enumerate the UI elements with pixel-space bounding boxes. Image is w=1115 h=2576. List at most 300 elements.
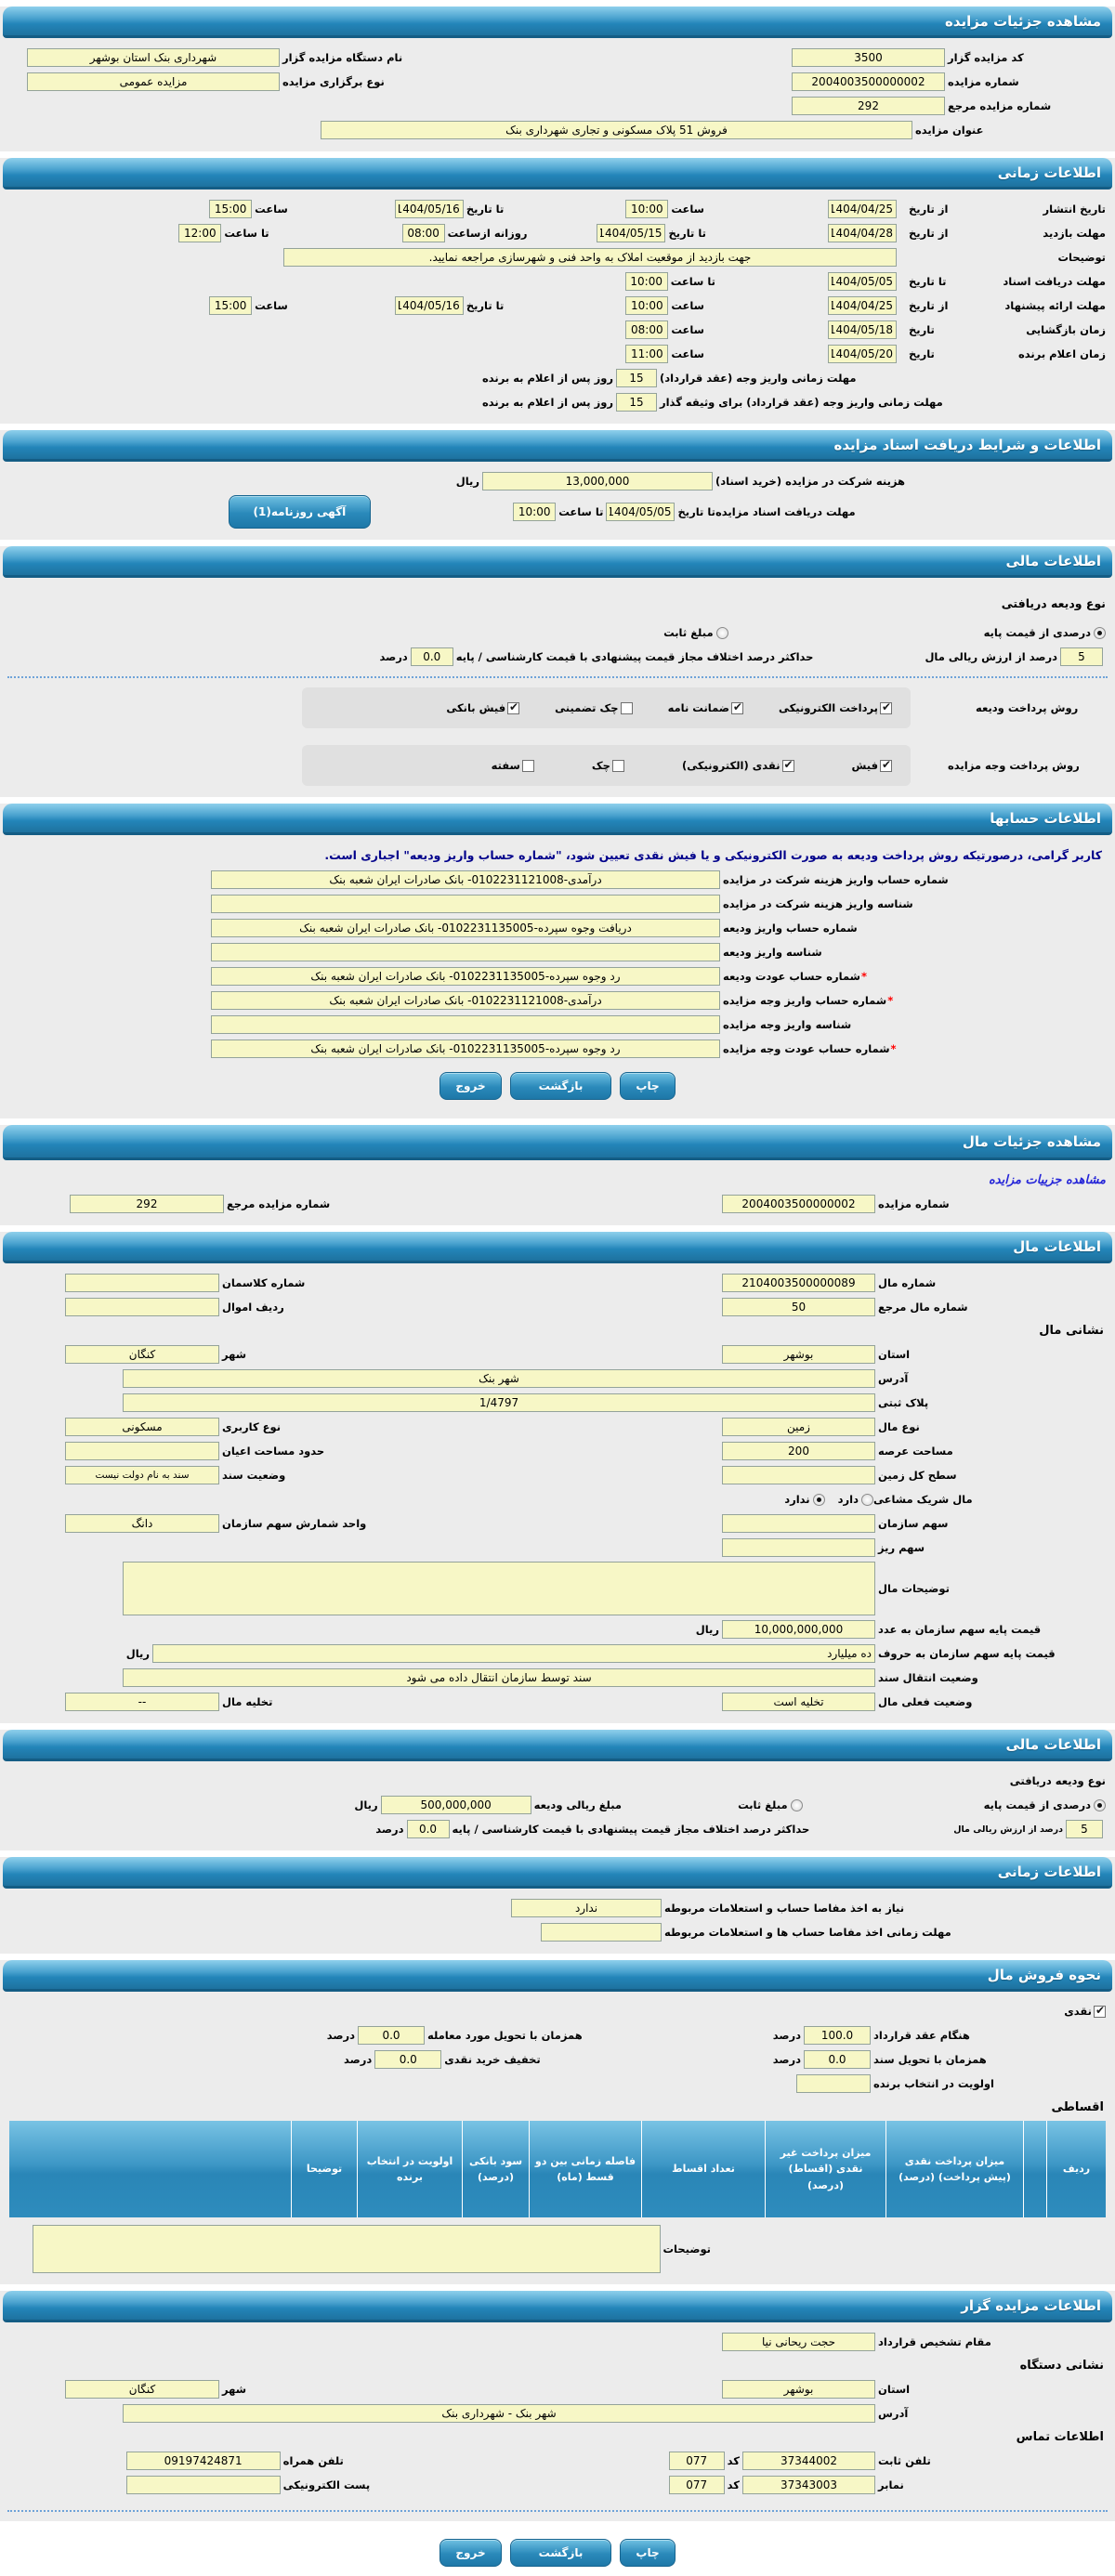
col-empty-narrow [1023, 2121, 1046, 2217]
bank-slip-checkbox[interactable] [507, 702, 519, 714]
auction-return-account-label: *شماره حساب عودت وجه مزایده [723, 1042, 897, 1055]
accounts-notice-text: کاربر گرامی، درصورتیکه روش پرداخت ودیعه به صورت الکترونیکی و یا فیش نقدی تعیین شود، "شماره حساب واریز ودیعه" اجباری است. [324, 848, 1102, 862]
phone-label: تلفن ثابت [878, 2454, 931, 2467]
certified-check-checkbox[interactable] [621, 702, 633, 714]
offer-date-to-input[interactable] [395, 296, 464, 315]
area-code-label: کد [727, 2478, 740, 2491]
shared-yes-label: دارد [837, 1493, 859, 1506]
org-address-subtitle: نشانی دستگاه [1019, 2359, 1104, 2373]
required-asterisk: * [860, 970, 867, 983]
back-button[interactable]: بازگشت [510, 2539, 612, 2567]
deposit-type-label: نوع ودیعه دریافتی [1001, 595, 1106, 610]
section-title: اطلاعات مزایده گزار [961, 2296, 1101, 2314]
section-header-document-terms [3, 430, 1112, 462]
account-row [0, 916, 1115, 940]
winner-priority-label: اولویت در انتخاب برنده [873, 2077, 994, 2090]
deposit-account-label: شماره حساب واریز ودیعه [723, 922, 858, 935]
winner-priority-input[interactable] [796, 2074, 871, 2093]
payment-option [555, 701, 632, 714]
property-type-label: نوع مال [878, 1420, 920, 1433]
at-delivery-label: همزمان با تحویل مورد معامله [427, 2029, 583, 2042]
auction-number-input[interactable] [722, 1195, 875, 1213]
row-number-type [0, 70, 1115, 94]
section-header-property-details [3, 1125, 1112, 1160]
section-header-sale-method [3, 1960, 1112, 1992]
deposit-return-account-input[interactable] [211, 967, 720, 986]
col-noncash-payment: میزان پرداخت غیر نقدی (اقساط) (درصد) [765, 2121, 885, 2217]
row-auction-payment-methods [0, 743, 1115, 788]
section-auctioneer-info [0, 2291, 1115, 2521]
email-input[interactable] [126, 2476, 281, 2494]
fixed-amount-radio[interactable] [716, 627, 728, 639]
row-property-ref [0, 1295, 1115, 1319]
account-row [0, 1013, 1115, 1037]
base-price-words-label: قیمت پایه سهم سازمان به حروف [878, 1647, 1056, 1660]
deed-transfer-status-input[interactable] [123, 1668, 875, 1687]
to-hour-label: تا ساعت [224, 227, 269, 240]
registration-plate-label: پلاک ثبتی [878, 1396, 929, 1409]
docs-receive-time-input[interactable] [513, 503, 556, 521]
auction-subject-input[interactable] [321, 121, 912, 139]
property-description-label: توضیحات مال [878, 1582, 950, 1595]
guarantor-payment-days-input[interactable] [616, 393, 657, 412]
org-share-input[interactable] [722, 1514, 875, 1533]
auction-number-label: شماره مزایده [878, 1197, 950, 1210]
exit-button[interactable]: خروج [439, 1072, 501, 1100]
offer-label: مهلت ارائه پیشنهاد [1004, 299, 1106, 312]
percent-label: درصد [772, 2029, 801, 2042]
at-delivery-percent-input[interactable] [358, 2026, 425, 2045]
visit-time-from-input[interactable] [402, 224, 445, 242]
address-label: آدرس [878, 1372, 909, 1385]
org-address-input[interactable] [123, 2404, 875, 2423]
hour-label: ساعت [671, 347, 704, 360]
cash-sale-label: نقدی [1064, 2005, 1092, 2018]
row-deposit-payment-methods [0, 686, 1115, 730]
row-time-description [0, 245, 1115, 269]
auction-return-account-input[interactable] [211, 1040, 720, 1058]
row-auction-number-ref [0, 1192, 1115, 1216]
deposit-amount-label: مبلغ ریالی ودیعه [533, 1798, 623, 1811]
visit-date-to-input[interactable] [597, 224, 665, 242]
property-number-label: شماره مال [878, 1276, 937, 1289]
clearance-deadline-input[interactable] [541, 1923, 662, 1942]
cash-electronic-label: نقدی (الکترونیکی) [681, 759, 780, 772]
mobile-input[interactable] [126, 2452, 281, 2470]
section-time-info [0, 158, 1115, 424]
slip-checkbox[interactable] [880, 760, 892, 772]
row-clearance-deadline [0, 1920, 1115, 1944]
hour-label: ساعت [671, 299, 704, 312]
payment-option [779, 701, 892, 714]
percent-of-value-input[interactable] [1060, 647, 1103, 666]
fixed-amount-label: مبلغ ثابت [738, 1798, 788, 1811]
city-label: شهر [222, 1348, 247, 1361]
auction-payment-method-label: روش پرداخت وجه مزایده [948, 759, 1080, 772]
section-title: اطلاعات و شرایط دریافت اسناد مزایده [833, 436, 1101, 453]
deposit-account-input[interactable] [211, 919, 720, 937]
email-label: پست الکترونیکی [282, 2478, 371, 2491]
row-code-org [0, 46, 1115, 70]
section-property-details [0, 1125, 1115, 1225]
row-deposit-type-radios-2 [0, 1793, 1115, 1817]
org-name-input[interactable] [27, 48, 280, 67]
hour-label: ساعت [671, 323, 704, 336]
fee-deposit-id-input[interactable] [211, 895, 720, 913]
guarantee-letter-label: ضمانت نامه [667, 701, 729, 714]
row-province-city [0, 1342, 1115, 1366]
cash-discount-percent-input[interactable] [374, 2050, 441, 2069]
account-row [0, 964, 1115, 988]
percent-of-value-label: درصد از ارزش ریالی مال [925, 650, 1057, 663]
rial-label: ریال [354, 1798, 378, 1811]
clearance-deadline-label: مهلت زمانی اخذ مفاصا حساب ها و استعلامات مربوطه [664, 1926, 951, 1939]
visit-time-to-input[interactable] [178, 224, 221, 242]
province-input[interactable] [722, 1345, 875, 1364]
publish-time-from-input[interactable] [625, 200, 668, 218]
guarantee-letter-checkbox[interactable] [731, 702, 743, 714]
at-deed-delivery-label: همزمان با تحویل سند [873, 2053, 987, 2066]
auction-payment-id-input[interactable] [211, 1015, 720, 1034]
total-land-label: سطح کل زمین [878, 1469, 957, 1482]
fee-deposit-account-label: شماره حساب واریز هزینه شرکت در مزایده [723, 873, 949, 886]
shared-yes-radio[interactable] [861, 1494, 873, 1506]
row-contract-payment-deadline [0, 366, 1115, 390]
newspaper-ad-button[interactable]: آگهی روزنامه(1) [229, 495, 372, 529]
row-address [0, 1366, 1115, 1391]
section-title: نحوه فروش مال [987, 1966, 1101, 1983]
at-contract-percent-input[interactable] [804, 2026, 871, 2045]
account-row [0, 940, 1115, 964]
section-title: اطلاعات مالی [1005, 1735, 1101, 1753]
row-contract-authority [0, 2330, 1115, 2354]
shared-no-label: ندارد [784, 1493, 810, 1506]
electronic-payment-label: پرداخت الکترونیکی [778, 701, 878, 714]
col-installment-interval: فاصله زمانی بین دو قسط (ماه) [529, 2121, 641, 2217]
property-address-subtitle: نشانی مال [1039, 1324, 1104, 1338]
promissory-note-checkbox[interactable] [522, 760, 534, 772]
payment-option [668, 701, 743, 714]
docs-receive-date-input[interactable] [606, 503, 675, 521]
deposit-amount-input[interactable] [381, 1796, 531, 1814]
installment-subtitle: اقساطی [1051, 2100, 1104, 2114]
to-date-label: تا تاریخ [466, 203, 505, 216]
mobile-label: تلفن همراه [282, 2454, 344, 2467]
address-input[interactable] [123, 1369, 875, 1388]
percent-of-base-radio[interactable] [1094, 627, 1106, 639]
offer-time-from-input[interactable] [625, 296, 668, 315]
row-sale-description [0, 2223, 1115, 2275]
fixed-amount-radio[interactable] [791, 1799, 803, 1811]
publish-date-to-input[interactable] [395, 200, 464, 218]
auction-type-label: نوع برگزاری مزایده [282, 75, 385, 88]
date-word-label: تاریخ [909, 323, 935, 336]
row-winner-time [0, 342, 1115, 366]
deposit-payment-method-label: روش پرداخت ودیعه [976, 701, 1079, 714]
row-deed-transfer-status [0, 1666, 1115, 1690]
city-label: شهر [222, 2383, 247, 2396]
auctioneer-code-input[interactable] [792, 48, 945, 67]
dotted-divider [7, 676, 1108, 678]
address-label: آدرس [878, 2407, 909, 2420]
publish-time-to-input[interactable] [209, 200, 252, 218]
electronic-payment-checkbox[interactable] [880, 702, 892, 714]
row-clearance-needed [0, 1896, 1115, 1920]
rial-label: ریال [125, 1647, 150, 1660]
property-ref-label: شماره مال مرجع [878, 1301, 968, 1314]
phone-code-input[interactable] [669, 2452, 725, 2470]
section-header-auctioneer-info [3, 2291, 1112, 2322]
row-contract-delivery-percents [0, 2023, 1115, 2047]
section-header-accounts-info [3, 804, 1112, 835]
time-description-label: توضیحات [1057, 251, 1106, 264]
row-shared-ownership [0, 1487, 1115, 1511]
auction-subject-label: عنوان مزایده [915, 124, 984, 137]
share-unit-input[interactable] [65, 1514, 219, 1533]
building-area-label: حدود مساحت اعیان [222, 1445, 325, 1458]
col-empty-wide [9, 2121, 291, 2217]
promissory-note-label: سفته [491, 759, 520, 772]
section-header-auction-details [3, 7, 1112, 38]
opening-label: زمان بازگشایی [1026, 323, 1106, 336]
payment-option [492, 759, 534, 772]
days-after-winner-label: روز پس از اعلام به برنده [481, 396, 613, 409]
row-property-number [0, 1271, 1115, 1295]
section-financial-info-1 [0, 546, 1115, 797]
visit-label: مهلت بازدید [1043, 227, 1106, 240]
contract-payment-deadline-label: مهلت زمانی واریز وجه (عقد قرارداد) [660, 372, 857, 385]
row-org-province-city [0, 2377, 1115, 2401]
phone-input[interactable] [742, 2452, 875, 2470]
docs-deadline-date-input[interactable] [828, 272, 897, 291]
auctioneer-code-label: کد مزایده گزار [948, 51, 1024, 64]
payment-option [682, 759, 794, 772]
rial-label: ریال [455, 475, 479, 488]
clearance-needed-input[interactable] [511, 1899, 662, 1917]
property-ref-input[interactable] [722, 1298, 875, 1316]
province-input[interactable] [722, 2380, 875, 2399]
city-input[interactable] [65, 1345, 219, 1364]
docs-deadline-time-input[interactable] [625, 272, 668, 291]
total-land-input[interactable] [722, 1466, 875, 1484]
opening-date-input[interactable] [828, 320, 897, 339]
percent-label: درصد [379, 650, 408, 663]
account-row [0, 892, 1115, 916]
percent-of-base-radio[interactable] [1094, 1799, 1106, 1811]
col-installment-count: تعداد اقساط [641, 2121, 765, 2217]
fee-deposit-id-label: شناسه واریز هزینه شرکت در مزایده [723, 897, 913, 910]
docs-receive-deadline-label: مهلت دریافت اسناد مزایده [715, 505, 856, 518]
auction-payment-account-input[interactable] [211, 991, 720, 1010]
classman-number-label: شماره کلاسمان [222, 1276, 306, 1289]
fax-input[interactable] [742, 2476, 875, 2494]
deposit-id-input[interactable] [211, 943, 720, 961]
deed-status-input[interactable] [65, 1466, 219, 1484]
auction-number-input[interactable] [792, 72, 945, 91]
deposit-return-account-label: *شماره حساب عودت ودیعه [723, 970, 867, 983]
row-fax-email [0, 2473, 1115, 2497]
row-participation-fee [0, 469, 1115, 493]
action-buttons-top [0, 1061, 1115, 1109]
from-date-label: از تاریخ [909, 227, 949, 240]
section-header-financial-info-1 [3, 546, 1112, 578]
section-title: مشاهده جزئیات مزایده [944, 12, 1101, 30]
row-land-deed [0, 1463, 1115, 1487]
date-word-label: تاریخ [909, 347, 935, 360]
deposit-type-label: نوع ودیعه دریافتی [1009, 1774, 1106, 1787]
city-input[interactable] [65, 2380, 219, 2399]
classman-number-input[interactable] [65, 1274, 219, 1292]
section-property-info [0, 1232, 1115, 1723]
account-row [0, 1037, 1115, 1061]
exit-button[interactable]: خروج [439, 2539, 501, 2567]
check-checkbox[interactable] [612, 760, 624, 772]
col-cash-payment: میزان پرداخت نقدی (پیش پرداخت) (درصد) [885, 2121, 1023, 2217]
at-contract-label: هنگام عقد قرارداد [873, 2029, 970, 2042]
from-date-label: از تاریخ [909, 203, 949, 216]
org-name-label: نام دستگاه مزایده گزار [282, 51, 403, 64]
days-after-winner-label: روز پس از اعلام به برنده [481, 372, 613, 385]
building-area-input[interactable] [65, 1442, 219, 1460]
section-title: اطلاعات زمانی [997, 1863, 1101, 1880]
offer-time-to-input[interactable] [209, 296, 252, 315]
print-button[interactable]: چاپ [620, 2539, 675, 2567]
section-time-info-2 [0, 1857, 1115, 1954]
percent-of-value-label: درصد از ارزش ریالی مال [953, 1824, 1063, 1835]
winner-date-input[interactable] [828, 345, 897, 363]
shared-ownership-label: مال شریک مشاعی [873, 1493, 973, 1506]
winner-time-input[interactable] [625, 345, 668, 363]
print-button[interactable]: چاپ [620, 1072, 675, 1100]
sub-share-input[interactable] [722, 1538, 875, 1557]
base-price-number-input[interactable] [722, 1620, 875, 1639]
col-bank-interest: سود بانکی (درصد) [462, 2121, 529, 2217]
cash-electronic-checkbox[interactable] [782, 760, 794, 772]
area-code-label: کد [727, 2454, 740, 2467]
row-base-price-words [0, 1641, 1115, 1666]
row-sub-share [0, 1536, 1115, 1560]
sale-description-textarea[interactable] [33, 2225, 661, 2273]
row-base-price-number [0, 1617, 1115, 1641]
section-header-time-info-2 [3, 1857, 1112, 1889]
row-org-share [0, 1511, 1115, 1536]
hour-label: ساعت [671, 203, 704, 216]
visit-date-from-input[interactable] [828, 224, 897, 242]
cash-sale-checkbox[interactable] [1094, 2006, 1106, 2018]
fax-label: نمابر [878, 2478, 904, 2491]
row-offer-period [0, 294, 1115, 318]
section-document-terms [0, 430, 1115, 540]
auction-ref-label: شماره مزایده مرجع [227, 1197, 331, 1210]
max-difference-input[interactable] [411, 647, 453, 666]
base-price-words-input[interactable] [152, 1644, 875, 1663]
col-winner-priority: اولویت در انتخاب برنده [357, 2121, 462, 2217]
auction-payment-account-label: *شماره حساب واریز وجه مزایده [723, 994, 894, 1007]
auction-payment-options-group [302, 745, 911, 786]
contract-authority-input[interactable] [722, 2333, 875, 2351]
participation-fee-input[interactable] [482, 472, 713, 490]
section-title: اطلاعات زمانی [997, 163, 1101, 181]
auction-ref-input[interactable] [792, 97, 945, 115]
section-auction-details [0, 7, 1115, 151]
assets-row-input[interactable] [65, 1298, 219, 1316]
sale-description-label: توضیحات [662, 2243, 711, 2256]
row-subject [0, 118, 1115, 142]
publish-date-from-input[interactable] [828, 200, 897, 218]
province-label: استان [878, 1348, 911, 1361]
row-visit-period [0, 221, 1115, 245]
col-row-number: ردیف [1046, 2121, 1106, 2217]
auction-type-input[interactable] [27, 72, 280, 91]
dotted-divider [7, 2510, 1108, 2512]
check-label: چک [591, 759, 610, 772]
percent-label: درصد [772, 2053, 801, 2066]
winner-label: زمان اعلام برنده [1017, 347, 1106, 360]
property-type-input[interactable] [722, 1418, 875, 1436]
registration-plate-input[interactable] [123, 1393, 875, 1412]
shared-no-radio[interactable] [813, 1494, 825, 1506]
row-cash-option [0, 1999, 1115, 2023]
row-winner-priority [0, 2072, 1115, 2096]
percent-label: درصد [343, 2053, 373, 2066]
section-header-property-info [3, 1232, 1112, 1263]
section-title: اطلاعات مالی [1005, 552, 1101, 569]
fax-code-input[interactable] [669, 2476, 725, 2494]
contract-payment-days-input[interactable] [616, 369, 657, 387]
section-header-financial-info-2 [3, 1730, 1112, 1761]
row-docs-receive-deadline [0, 493, 1115, 530]
time-description-input[interactable] [283, 248, 897, 267]
assets-row-label: ردیف اموال [222, 1301, 284, 1314]
row-registration-plate [0, 1391, 1115, 1415]
section-title: اطلاعات حسابها [990, 809, 1101, 827]
deposit-id-label: شناسه واریز ودیعه [723, 946, 822, 959]
at-deed-delivery-percent-input[interactable] [804, 2050, 871, 2069]
hour-label: ساعت [255, 203, 288, 216]
certified-check-label: چک تضمینی [555, 701, 619, 714]
row-opening-time [0, 318, 1115, 342]
col-description: توضیحا [291, 2121, 357, 2217]
offer-date-from-input[interactable] [828, 296, 897, 315]
auction-ref-input[interactable] [70, 1195, 224, 1213]
land-area-input[interactable] [722, 1442, 875, 1460]
section-title: مشاهده جزئیات مال [962, 1132, 1101, 1150]
fee-deposit-account-input[interactable] [211, 870, 720, 889]
usage-type-input[interactable] [65, 1418, 219, 1436]
account-row [0, 988, 1115, 1013]
evacuation-input[interactable] [65, 1693, 219, 1711]
province-label: استان [878, 2383, 911, 2396]
property-number-input[interactable] [722, 1274, 875, 1292]
view-auction-details-link[interactable]: مشاهده جزییات مزایده [988, 1172, 1106, 1187]
current-status-input[interactable] [722, 1693, 875, 1711]
auction-ref-label: شماره مزایده مرجع [948, 99, 1052, 112]
max-difference-input[interactable] [407, 1820, 450, 1838]
hour-label: ساعت [255, 299, 288, 312]
opening-time-input[interactable] [625, 320, 668, 339]
daily-from-hour-label: روزانه ازساعت [447, 227, 528, 240]
percent-of-value-input[interactable] [1066, 1820, 1103, 1838]
required-asterisk: * [890, 1042, 897, 1055]
row-area [0, 1439, 1115, 1463]
back-button[interactable]: بازگشت [510, 1072, 612, 1100]
max-difference-label: حداکثر درصد اختلاف مجاز قیمت پیشنهادی با قیمت کارشناسی / پایه [455, 650, 814, 663]
row-property-description [0, 1560, 1115, 1617]
property-description-textarea[interactable] [123, 1562, 875, 1615]
row-ref [0, 94, 1115, 118]
row-phone [0, 2449, 1115, 2473]
row-docs-deadline [0, 269, 1115, 294]
